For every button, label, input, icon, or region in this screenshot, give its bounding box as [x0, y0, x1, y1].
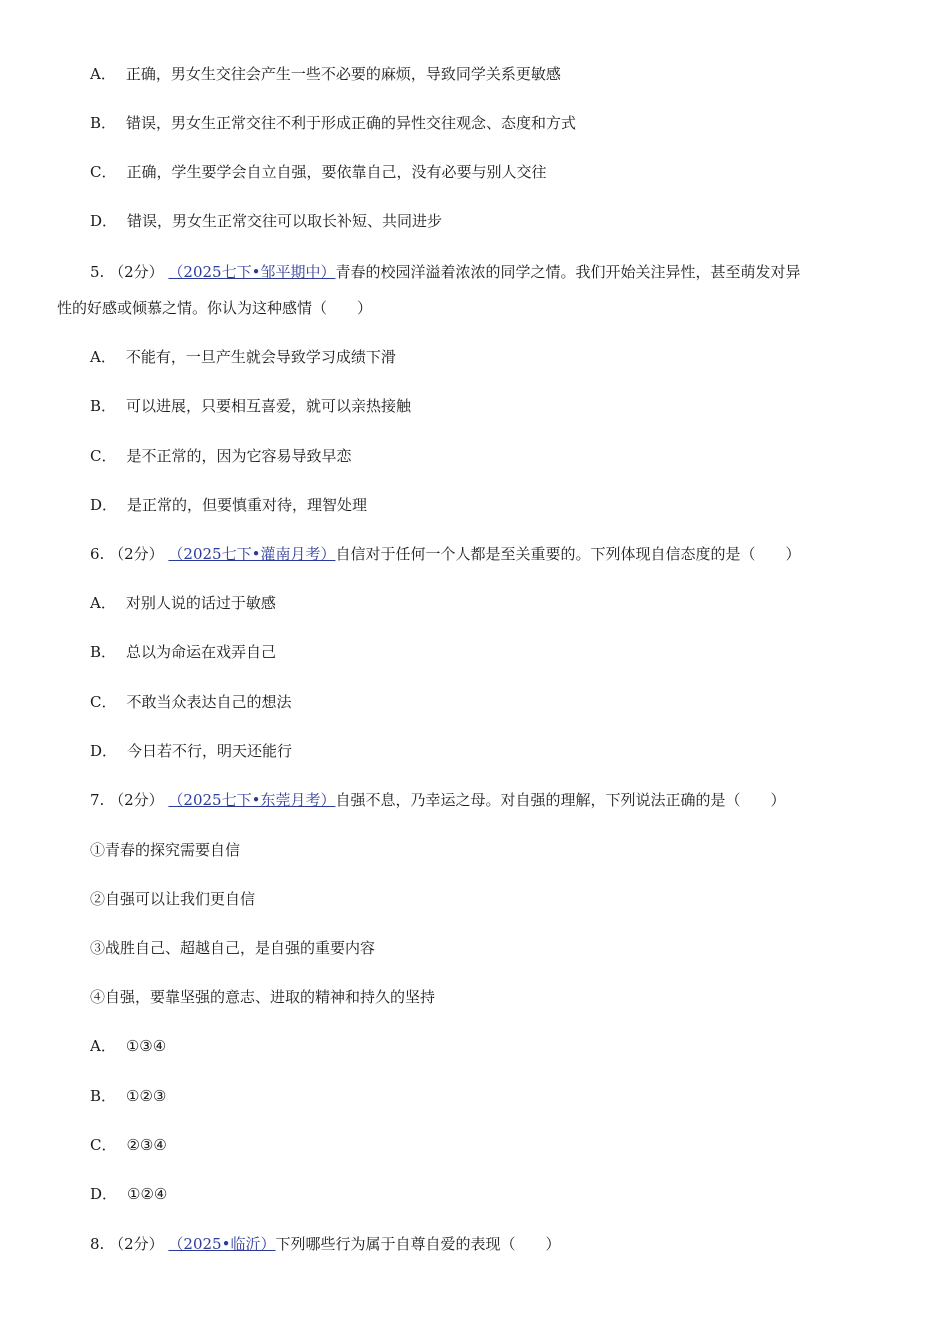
- q8-number: 8.: [90, 1235, 105, 1253]
- q6-stem-text: 自信对于任何一个人都是至关重要的。下列体现自信态度的是（ ）: [335, 545, 801, 563]
- q8-source-link[interactable]: （2025•临沂）: [168, 1235, 276, 1253]
- q5-stem-line1: [90, 262, 800, 282]
- q7-score: （2分）: [109, 791, 164, 809]
- q5-number: 5.: [90, 263, 105, 281]
- q6-number: 6.: [90, 545, 105, 563]
- q7-option-a: A． ①③④: [90, 1037, 167, 1055]
- q7-number: 7.: [90, 791, 105, 809]
- q5-stem-line2: 性的好感或倾慕之情。你认为这种感情（ ）: [57, 299, 373, 317]
- q7-option-d: D． ①②④: [90, 1185, 168, 1203]
- q4-option-c: C． 正确，学生要学会自立自强，要依靠自己，没有必要与别人交往: [90, 163, 547, 181]
- q5-stem-text: 青春的校园洋溢着浓浓的同学之情。我们开始关注异性，甚至萌发对异: [335, 263, 801, 281]
- q8-stem: [90, 1234, 560, 1254]
- q7-statement-2: ②自强可以让我们更自信: [90, 890, 256, 908]
- q4-option-b: B． 错误，男女生正常交往不利于形成正确的异性交往观念、态度和方式: [90, 114, 577, 132]
- q6-source-link[interactable]: （2025七下•灌南月考）: [168, 545, 336, 563]
- q7-statement-1: ①青春的探究需要自信: [90, 841, 241, 859]
- q6-option-c: C． 不敢当众表达自己的想法: [90, 693, 292, 711]
- q6-option-d: D． 今日若不行，明天还能行: [90, 742, 293, 760]
- q5-option-d: D． 是正常的，但要慎重对待，理智处理: [90, 496, 368, 514]
- q4-option-a: A． 正确，男女生交往会产生一些不必要的麻烦，导致同学关系更敏感: [90, 65, 561, 83]
- q7-stem: [90, 790, 785, 810]
- q4-option-d: D． 错误，男女生正常交往可以取长补短、共同进步: [90, 212, 443, 230]
- q6-option-b: B． 总以为命运在戏弄自己: [90, 643, 277, 661]
- q7-option-b: B． ①②③: [90, 1087, 167, 1105]
- q5-option-b: B． 可以进展，只要相互喜爱，就可以亲热接触: [90, 397, 412, 415]
- q5-score: （2分）: [109, 263, 164, 281]
- q7-stem-text: 自强不息，乃幸运之母。对自强的理解，下列说法正确的是（ ）: [335, 791, 786, 809]
- q7-source-link[interactable]: （2025七下•东莞月考）: [168, 791, 336, 809]
- q8-score: （2分）: [109, 1235, 164, 1253]
- q7-statement-3: ③战胜自己、超越自己，是自强的重要内容: [90, 939, 376, 957]
- q8-stem-text: 下列哪些行为属于自尊自爱的表现（ ）: [275, 1235, 561, 1253]
- q6-score: （2分）: [109, 545, 164, 563]
- q7-statement-4: ④自强，要靠坚强的意志、进取的精神和持久的坚持: [90, 988, 436, 1006]
- q7-option-c: C． ②③④: [90, 1136, 167, 1154]
- q5-option-a: A． 不能有，一旦产生就会导致学习成绩下滑: [90, 348, 396, 366]
- q6-option-a: A． 对别人说的话过于敏感: [90, 594, 276, 612]
- q5-option-c: C． 是不正常的，因为它容易导致早恋: [90, 447, 352, 465]
- q5-source-link[interactable]: （2025七下•邹平期中）: [168, 263, 336, 281]
- q6-stem: [90, 544, 800, 564]
